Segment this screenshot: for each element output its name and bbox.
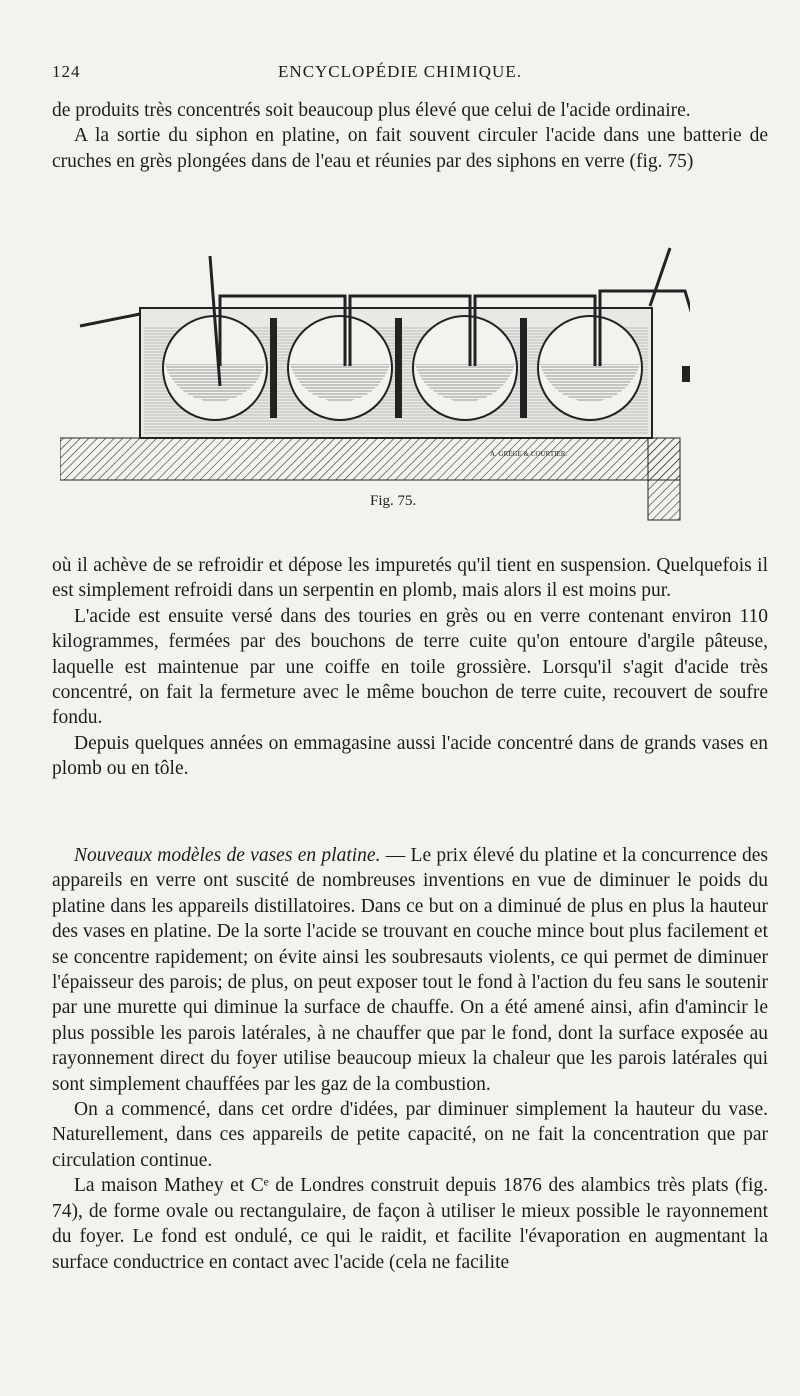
figure-caption: Fig. 75. [370,493,417,509]
engraver-signature: A. GRÈGE & COURTIER. [490,450,568,458]
running-title: ENCYCLOPÉDIE CHIMIQUE. [278,62,522,81]
paragraph-text: — Le prix élevé du platine et la concurrence des appareils en verre ont suscité de nombreuses inventions en vue de diminuer le poids du platine dans les appareils distillatoires. Dans ce but on a diminué de plus en plus la hauteur des vases en platine. De la sorte l'acide se trouvant en couche mince bout plus facilement et se concentre rapidement; on évite ainsi les soubresauts violents, ce qui permet de diminuer l'épaisseur des parois; de plus, on peut exposer tout le fond à l'action du feu sans le soutenir par une murette qui diminue la surface de chauffe. On a été amené ainsi, afin d'amincir le plus possible les parois latérales, à ne chauffer que par le fond, dont la surface exposée au rayonnement direct du foyer utilise beaucoup mieux la chaleur que les parois latérales qui sont simplement chauffées par les gaz de la combustion. [52,845,769,1095]
section-title: Nouveaux modèles de vases en platine. [74,845,381,866]
running-header [52,62,748,86]
paragraph: A la sortie du siphon en platine, on fait souvent circuler l'acide dans une batterie de cruches en grès plongées dans de l'eau et réunies par des siphons en verre (fig. 75) [52,125,768,172]
floor-base [60,438,680,480]
floor-support [648,438,680,520]
paragraph: On a commencé, dans cet ordre d'idées, par diminuer simplement la hauteur du vase. Naturellement, dans ces appareils de petite capacité, on ne fait la concentration que par circulation continue. [52,1099,768,1171]
paragraph [52,843,768,1097]
text-block-middle [52,553,768,782]
figure-75-illustration [60,246,690,526]
paragraph: La maison Mathey et Cᵉ de Londres construit depuis 1876 des alambics très plats (fig. 74), de forme ovale ou rectangulaire, de façon à utiliser le mieux possible le rayonnement du foyer. Le fond est ondulé, ce qui le raidit, et facilite l'évaporation en augmentant la surface conductrice en contact avec l'acide (cela ne facilite [52,1175,768,1273]
paragraph: où il achève de se refroidir et dépose les impuretés qu'il tient en suspension. Quelquefois il est simplement refroidi dans un serpentin en plomb, mais alors il est moins pur. [52,555,768,602]
paragraph: L'acide est ensuite versé dans des touries en grès ou en verre contenant environ 110 kilogrammes, fermées par des bouchons de terre cuite qu'on entoure d'argile pâteuse, laquelle est maintenue par une coiffe en toile grossière. Lorsqu'il s'agit d'acide très concentré, on fait la fermeture avec le même bouchon de terre cuite, recouvert de soufre fondu. [52,605,768,729]
paragraph: de produits très concentrés soit beaucoup plus élevé que celui de l'acide ordinaire. [52,100,691,121]
text-block-top [52,98,768,174]
paragraph: Depuis quelques années on emmagasine aussi l'acide concentré dans de grands vases en plomb ou en tôle. [52,732,768,780]
page-number: 124 [52,62,81,81]
text-block-bottom [52,843,768,1275]
